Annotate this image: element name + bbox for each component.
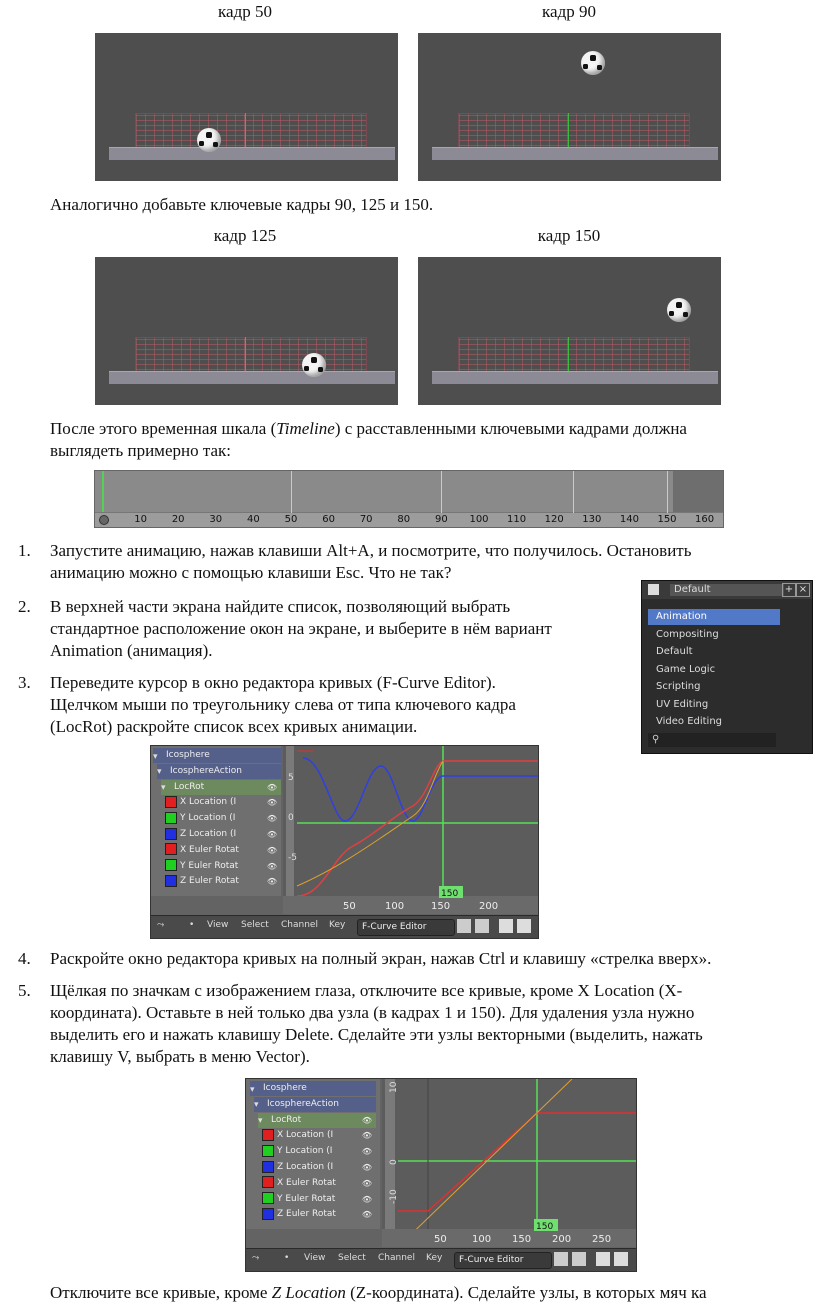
step-line: выделить его и нажать клавишу Delete. Сделайте эти узлы векторными (выделить, нажать	[50, 1025, 703, 1044]
channel-label: X Euler Rotat	[180, 844, 239, 855]
step-line: Переведите курсор в окно редактора кривых (F-Curve Editor).	[50, 673, 496, 692]
step-line: координата). Оставьте в ней только два узла (в кадрах 1 и 150). Для удаления узла нужно	[50, 1003, 695, 1022]
channel-row[interactable]	[262, 1128, 376, 1143]
x-tick-label: 200	[479, 901, 499, 912]
x-tick-label: 150	[431, 901, 451, 912]
current-frame-label: 150	[441, 889, 459, 899]
step-1	[18, 540, 790, 584]
timeline-tick-label: 150	[657, 514, 677, 525]
lock-icon[interactable]	[572, 1252, 586, 1266]
timeline-end-region	[673, 471, 723, 513]
caption-frame-125: кадр 125	[213, 226, 277, 245]
step-number: 1.	[18, 541, 31, 560]
x-tick-label: 50	[434, 1234, 447, 1245]
y-tick-label: -10	[389, 1189, 399, 1204]
graph-canvas	[382, 1079, 636, 1247]
step-line: стандартное расположение окон на экране, и выберите в нём вариант	[50, 619, 552, 638]
text: Отключите все кривые, кроме	[50, 1283, 272, 1302]
channel-row[interactable]	[165, 874, 281, 889]
viewport-frame-125	[95, 257, 398, 405]
paragraph-timeline	[50, 418, 790, 462]
soccer-ball	[197, 128, 221, 152]
screen-layout-menu[interactable]	[641, 580, 813, 754]
eye-icon[interactable]: 👁	[361, 1147, 372, 1157]
menu-select[interactable]: Select	[241, 920, 269, 930]
channel-row[interactable]	[153, 748, 281, 763]
menu-select[interactable]: Select	[338, 1253, 366, 1263]
eye-icon[interactable]: 👁	[361, 1178, 372, 1188]
graph-plot[interactable]	[382, 1079, 636, 1247]
layout-menu-item[interactable]: Game Logic	[656, 663, 716, 675]
viewport-frame-150	[418, 257, 721, 405]
x-tick-label: 100	[385, 901, 405, 912]
y-tick-label: -5	[288, 853, 297, 863]
channel-label: Y Location (I	[180, 813, 236, 824]
channel-label: Z Euler Rotat	[277, 1209, 336, 1220]
floor-plane	[432, 147, 718, 160]
timeline-tick-label: 140	[619, 514, 639, 525]
editor-type-icon[interactable]: ⤳	[252, 1253, 260, 1263]
channel-row[interactable]	[165, 859, 281, 874]
step-number: 5.	[18, 981, 31, 1000]
channel-row[interactable]	[262, 1144, 376, 1159]
channel-color-swatch[interactable]	[165, 828, 177, 840]
eye-icon[interactable]: 👁	[361, 1210, 372, 1220]
eye-icon[interactable]: 👁	[266, 830, 277, 839]
timeline-ruler	[95, 512, 723, 527]
expand-triangle-icon[interactable]: ▾	[161, 783, 166, 794]
menu-key[interactable]: Key	[329, 920, 346, 930]
caption-frame-90: кадр 90	[542, 2, 596, 21]
step-number: 2.	[18, 597, 31, 616]
mode-select[interactable]: F-Curve Editor	[454, 1252, 552, 1269]
viewport-frame-90	[418, 33, 721, 181]
y-tick-label: 0	[288, 813, 294, 823]
timeline-tick-label: 50	[284, 514, 298, 525]
eye-icon[interactable]: 👁	[266, 877, 277, 887]
channel-label: Icosphere	[263, 1083, 307, 1093]
channel-label: X Euler Rotat	[277, 1177, 336, 1188]
channel-row[interactable]	[165, 843, 281, 858]
axes-icon[interactable]	[596, 1252, 610, 1266]
channel-label: X Location (I	[277, 1130, 334, 1141]
keyframe-marker[interactable]	[291, 471, 292, 513]
timeline-tick-label: 70	[359, 514, 373, 525]
layout-menu-item[interactable]: UV Editing	[656, 698, 709, 710]
channel-color-swatch[interactable]	[165, 796, 177, 808]
timeline-tick-label: 160	[695, 514, 715, 525]
step-line: Щелчком мыши по треугольнику слева от типа ключевого кадра	[50, 695, 516, 714]
y-axis-line	[568, 337, 569, 375]
layout-menu-item[interactable]: Video Editing	[656, 716, 723, 727]
menu-channel[interactable]: Channel	[378, 1253, 415, 1263]
expand-triangle-icon[interactable]: ▾	[153, 751, 158, 762]
step-number: 4.	[18, 949, 31, 968]
cursor-icon[interactable]	[554, 1252, 568, 1266]
graph-plot[interactable]	[283, 746, 538, 914]
y-tick-label: 10	[389, 1081, 399, 1093]
y-axis-line	[245, 337, 246, 375]
channel-label: Y Location (I	[277, 1146, 333, 1157]
timeline-tick-label: 80	[397, 514, 411, 525]
timeline-tick-label: 110	[507, 514, 527, 525]
step-line: Запустите анимацию, нажав клавиши Alt+A, и посмотрите, что получилось. Остановить	[50, 541, 692, 560]
text: После этого временная шкала (	[50, 419, 277, 438]
term-z-location: Z Location	[271, 1283, 346, 1302]
graph-canvas	[283, 746, 538, 914]
channel-label: IcosphereAction	[170, 765, 242, 776]
graph-editor-header	[151, 915, 538, 938]
layout-icon	[648, 584, 659, 595]
channel-color-swatch[interactable]	[165, 812, 177, 824]
keyframe-marker[interactable]	[573, 471, 574, 513]
timeline-tick-label: 40	[247, 514, 260, 525]
viewport-frame-50	[95, 33, 398, 181]
x-tick-label: 150	[512, 1234, 532, 1245]
keyframe-marker[interactable]	[667, 471, 668, 513]
layout-current-value[interactable]: Default	[670, 584, 784, 596]
step-5	[18, 980, 810, 1068]
timeline-tick-label: 60	[322, 514, 335, 525]
channel-label: LocRot	[174, 781, 205, 792]
channel-row[interactable]	[165, 827, 281, 842]
axes-icon[interactable]	[499, 919, 513, 933]
dot-icon: •	[284, 1253, 290, 1263]
expand-triangle-icon[interactable]: ▾	[258, 1116, 263, 1127]
eye-icon[interactable]: 👁	[361, 1194, 372, 1204]
channel-label: Z Euler Rotat	[180, 876, 239, 887]
layout-menu-item[interactable]: Default	[656, 646, 693, 657]
soccer-ball	[302, 353, 326, 377]
step-2	[18, 596, 640, 662]
channel-label: X Location (I	[180, 797, 237, 808]
keyframe-marker[interactable]	[441, 471, 442, 513]
current-frame-label: 150	[536, 1222, 554, 1232]
menu-search-field[interactable]	[648, 733, 776, 747]
caption-frame-150: кадр 150	[537, 226, 601, 245]
caption-frame-50: кадр 50	[218, 2, 272, 21]
layout-menu-item[interactable]: Scripting	[656, 681, 701, 692]
color-icon[interactable]	[614, 1252, 628, 1266]
channel-label: Y Euler Rotat	[180, 860, 239, 871]
eye-icon[interactable]: 👁	[361, 1115, 372, 1125]
eye-icon[interactable]: 👁	[266, 798, 277, 808]
eye-icon[interactable]: 👁	[266, 861, 277, 871]
close-icon[interactable]: ×	[796, 583, 810, 597]
channel-label: LocRot	[271, 1114, 302, 1125]
channel-label: Y Euler Rotat	[277, 1193, 336, 1204]
expand-triangle-icon[interactable]: ▾	[157, 767, 162, 778]
y-tick-label: 5	[288, 773, 294, 783]
cursor-icon[interactable]	[457, 919, 471, 933]
channel-label: Icosphere	[166, 750, 210, 760]
timeline-strip[interactable]	[94, 470, 724, 528]
menu-key[interactable]: Key	[426, 1253, 443, 1263]
expand-triangle-icon[interactable]: ▾	[250, 1084, 255, 1095]
dot-icon: •	[189, 920, 195, 930]
channel-row[interactable]	[254, 1097, 376, 1112]
color-icon[interactable]	[517, 919, 531, 933]
step-number: 3.	[18, 673, 31, 692]
soccer-ball	[667, 298, 691, 322]
graph-editor-header	[246, 1248, 636, 1271]
menu-channel[interactable]: Channel	[281, 920, 318, 930]
lock-icon[interactable]	[475, 919, 489, 933]
channel-color-swatch[interactable]	[262, 1161, 274, 1173]
channel-row[interactable]	[262, 1207, 376, 1222]
channel-color-swatch[interactable]	[165, 875, 177, 887]
y-axis-line	[568, 113, 569, 151]
channel-row[interactable]	[262, 1192, 376, 1207]
expand-triangle-icon[interactable]: ▾	[254, 1100, 259, 1111]
eye-icon[interactable]: 👁	[361, 1131, 372, 1141]
x-tick-label: 250	[592, 1234, 612, 1245]
x-tick-label: 50	[343, 901, 356, 912]
step-line: анимацию можно с помощью клавиши Esc. Что не так?	[50, 563, 452, 582]
channel-color-swatch[interactable]	[262, 1192, 274, 1204]
editor-type-icon[interactable]: ⤳	[157, 920, 165, 930]
channel-label: Z Location (I	[180, 829, 237, 839]
channel-color-swatch[interactable]	[262, 1208, 274, 1220]
search-icon: ⚲	[652, 734, 660, 745]
text: (Z-координата). Сделайте узлы, в которых мяч ка	[345, 1283, 707, 1302]
channel-row[interactable]	[165, 811, 281, 826]
timeline-tick-label: 90	[435, 514, 448, 525]
channel-row[interactable]	[262, 1176, 376, 1191]
timeline-tick-label: 100	[469, 514, 489, 525]
eye-icon[interactable]: 👁	[266, 845, 277, 855]
soccer-ball	[581, 51, 605, 75]
channel-color-swatch[interactable]	[165, 859, 177, 871]
step-line: Animation (анимация).	[50, 641, 213, 660]
y-axis-line	[245, 113, 246, 151]
channel-color-swatch[interactable]	[165, 843, 177, 855]
eye-icon[interactable]: 👁	[361, 1163, 372, 1172]
channel-row[interactable]	[165, 795, 281, 810]
text: выглядеть примерно так:	[50, 441, 231, 460]
channel-color-swatch[interactable]	[262, 1176, 274, 1188]
step-4	[18, 948, 810, 970]
floor-plane	[432, 371, 718, 384]
channel-list	[246, 1079, 380, 1229]
eye-icon[interactable]: 👁	[266, 814, 277, 824]
layout-menu-item[interactable]: Compositing	[656, 628, 719, 640]
y-tick-label: 0	[389, 1159, 399, 1165]
floor-plane	[109, 147, 395, 160]
channel-color-swatch[interactable]	[262, 1145, 274, 1157]
channel-row[interactable]	[258, 1113, 376, 1128]
x-tick-label: 200	[552, 1234, 572, 1245]
add-icon[interactable]: +	[782, 583, 796, 597]
graph-editor-2[interactable]	[245, 1078, 637, 1272]
paragraph-add-keyframes: Аналогично добавьте ключевые кадры 90, 125 и 150.	[50, 195, 434, 214]
timeline-tick-label: 120	[544, 514, 564, 525]
paragraph-z-location	[50, 1282, 816, 1304]
text: ) с расставленными ключевыми кадрами должна	[334, 419, 687, 438]
layout-menu-item[interactable]: Animation	[648, 609, 780, 625]
channel-row[interactable]	[250, 1081, 376, 1096]
step-line: В верхней части экрана найдите список, позволяющий выбрать	[50, 597, 511, 616]
step-line: Раскройте окно редактора кривых на полный экран, нажав Ctrl и клавишу «стрелка вверх».	[50, 949, 712, 968]
floor-plane	[109, 371, 395, 384]
menu-view[interactable]: View	[304, 1253, 326, 1263]
step-line: клавишу V, выбрать в меню Vector).	[50, 1047, 310, 1066]
layout-menu-header	[642, 581, 812, 599]
menu-view[interactable]: View	[207, 920, 229, 930]
graph-editor-1[interactable]	[150, 745, 539, 939]
eye-icon[interactable]: 👁	[266, 782, 277, 792]
timeline-tick-label: 30	[209, 514, 223, 525]
timeline-tick-label: 20	[171, 514, 185, 525]
x-tick-label: 100	[472, 1234, 492, 1245]
mode-select[interactable]: F-Curve Editor	[357, 919, 455, 936]
timeline-tick-label: 10	[134, 514, 147, 525]
channel-list	[151, 746, 281, 896]
channel-row[interactable]	[161, 780, 281, 795]
step-line: (LocRot) раскройте список всех кривых анимации.	[50, 717, 418, 736]
channel-label: Z Location (I	[277, 1162, 334, 1172]
channel-row[interactable]	[157, 764, 281, 779]
timeline-start-marker	[102, 471, 104, 513]
term-timeline: Timeline	[276, 419, 335, 438]
channel-row[interactable]	[262, 1160, 376, 1175]
step-3	[18, 672, 640, 738]
channel-label: IcosphereAction	[267, 1098, 339, 1109]
step-line: Щёлкая по значкам с изображением глаза, отключите все кривые, кроме X Location (X-	[50, 981, 683, 1000]
channel-color-swatch[interactable]	[262, 1129, 274, 1141]
timeline-tick-label: 130	[582, 514, 602, 525]
scroll-handle-icon[interactable]	[99, 515, 109, 525]
